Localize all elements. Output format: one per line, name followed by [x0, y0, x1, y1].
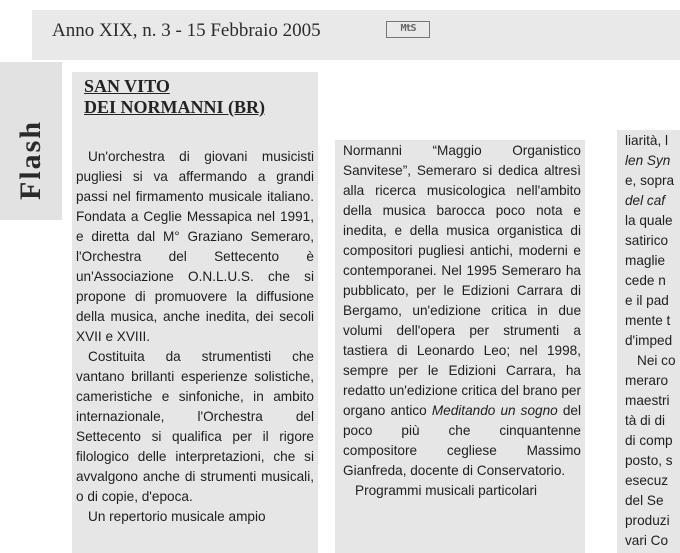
text-line: esecuz: [625, 473, 669, 488]
work-title: Meditando un sogno: [431, 403, 558, 418]
text-line: del caf: [625, 193, 666, 208]
title-line-2: DEI NORMANNI (BR): [84, 97, 265, 117]
column-1-text: [76, 147, 314, 527]
text-line: len Syn: [625, 153, 671, 168]
text-line: tà di di: [625, 413, 666, 428]
text-line: posto, s: [625, 453, 673, 468]
section-label: Flash: [14, 119, 47, 200]
text-line: cede n: [625, 273, 666, 288]
text-line: Nei co: [637, 353, 676, 368]
paragraph: Programmi musicali particolari: [355, 483, 538, 498]
text-line: maglie: [625, 253, 666, 268]
text-line: vari Co: [625, 533, 669, 548]
text-line: meraro: [625, 373, 669, 388]
paragraph: Un'orchestra di giovani musicisti pugliesi si va affermando a grandi passi nel firmamento musicale italiano. Fondata a Ceglie Messapica nel 1991, e diretta dal M° Graziano Semeraro, l'Orchestra del Settecento è un'Associazione O.N.L.U.S. che si propone di promuovere la diffusione della musica, anche inedita, dei secoli XVII e XVIII.: [76, 149, 314, 344]
article-title: [84, 76, 314, 118]
text-line: d'imped: [625, 333, 673, 348]
text-line: del Se: [625, 493, 664, 508]
text-line: di comp: [625, 433, 673, 448]
text-line: produzi: [625, 513, 670, 528]
text-line: maestri: [625, 393, 670, 408]
column-2: [335, 0, 585, 553]
paragraph: Costituita da strumentisti che vantano brillanti esperienze solistiche, cameristiche e sinfoniche, in ambito internazionale, l'Orchestra del Settecento si qualifica per il rigore filologico delle interpretazioni, che si avvalgono anche di strumenti musicali, o di copie, d'epoca.: [76, 349, 314, 504]
column-3: [617, 0, 680, 553]
paragraph: Un repertorio musicale ampio: [88, 509, 266, 524]
text-line: satirico: [625, 233, 669, 248]
column-2-text: [343, 141, 581, 501]
text-line: liarità, l: [625, 133, 669, 148]
text-line: mente t: [625, 313, 671, 328]
text-line: la quale: [625, 213, 673, 228]
text-line: e il pad: [625, 293, 669, 308]
title-line-1: SAN VITO: [84, 76, 170, 96]
column-1: [72, 0, 318, 553]
issue-header: Anno XIX, n. 3 - 15 Febbraio 2005: [52, 20, 321, 41]
magazine-logo: MtS: [386, 21, 430, 38]
paragraph: Normanni “Maggio Organistico Sanvitese”, Semeraro si dedica altresì alla ricerca musicologica nell'ambito della musica barocca poco nota e inedita, e della musica organistica di compositori pugliesi antichi, moderni e contemporanei. Nel 1995 Semeraro ha pubblicato, per le Edizioni Carrara di Bergamo, un'edizione critica in due volumi dell'opera per strumenti a tastiera di Leonardo Leo; nel 1998, sempre per le Edizioni Carrara, ha redatto un'edizione critica del brano per organo antico Meditando un sogno del poco più che cinquantenne compositore cegliese Massimo Gianfreda, docente di Conservatorio.: [343, 143, 581, 478]
column-3-text: [625, 131, 680, 551]
text-line: e, sopra: [625, 173, 675, 188]
